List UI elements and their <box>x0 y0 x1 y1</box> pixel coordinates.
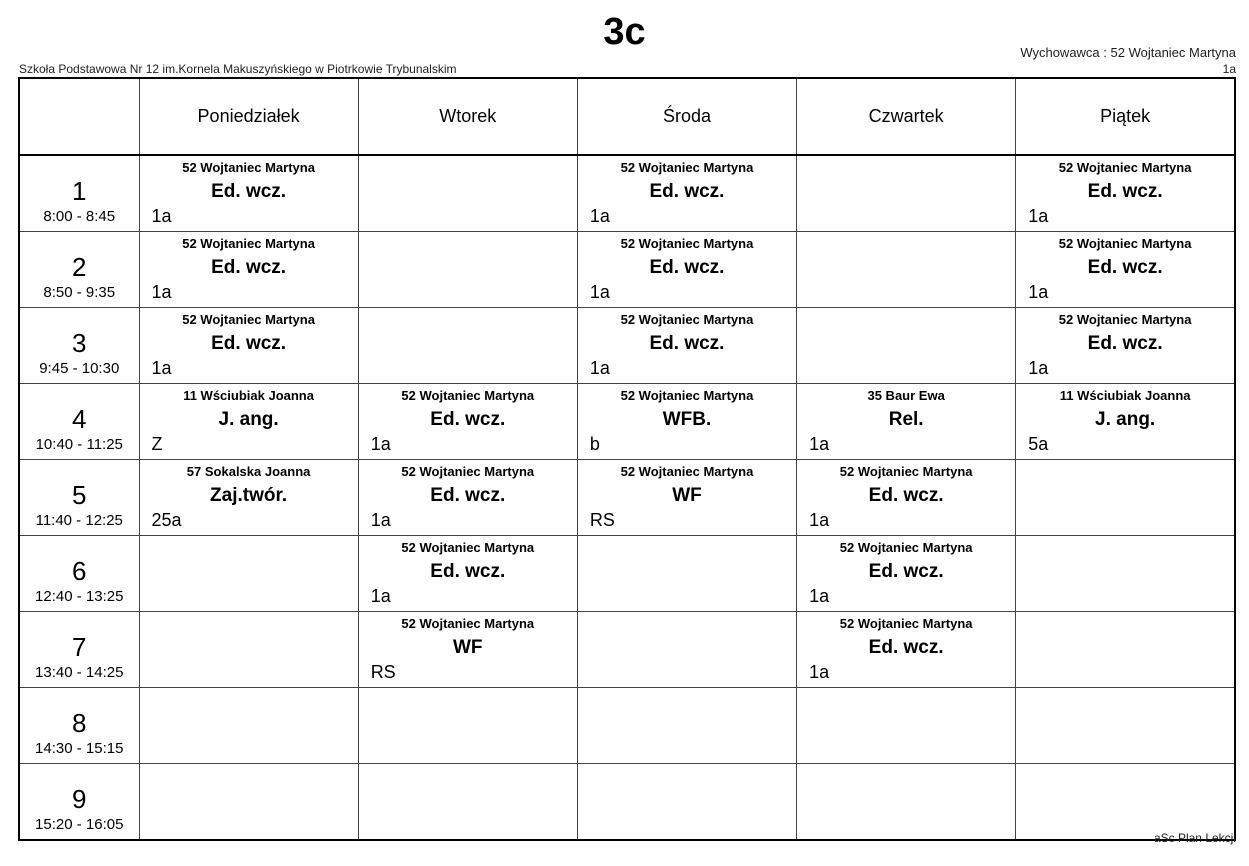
period-number: 8 <box>72 708 87 738</box>
school-name: Szkoła Podstawowa Nr 12 im.Kornela Makuszyńskiego w Piotrkowie Trybunalskim <box>19 62 457 76</box>
lesson-subject: Ed. wcz. <box>649 333 725 354</box>
lesson-room: 1a <box>1028 282 1049 302</box>
day-header: Środa <box>577 78 796 155</box>
period-row <box>19 308 1235 384</box>
lesson-teacher: 52 Wojtaniec Martyna <box>401 616 535 631</box>
lesson-cell <box>139 232 358 308</box>
lesson-cell <box>139 460 358 536</box>
lesson-room: 1a <box>809 510 830 530</box>
lesson-cell <box>797 764 1016 841</box>
lesson-cell <box>1016 764 1235 841</box>
day-header-row <box>19 78 1235 155</box>
lesson-room: RS <box>370 662 396 682</box>
lesson-subject: Ed. wcz. <box>649 257 725 278</box>
period-time: 8:50 - 9:35 <box>43 284 116 301</box>
footer-credit: aSc Plan Lekcji <box>1153 831 1236 845</box>
lesson-cell <box>797 232 1016 308</box>
period-row <box>19 612 1235 688</box>
lesson-cell <box>358 536 577 612</box>
lesson-cell <box>797 155 1016 232</box>
lesson-cell <box>1016 460 1235 536</box>
lesson-subject: Ed. wcz. <box>868 637 944 658</box>
period-cell <box>19 232 139 308</box>
lesson-room: 1a <box>809 434 830 454</box>
period-cell <box>19 764 139 841</box>
lesson-cell <box>577 764 796 841</box>
period-number: 1 <box>72 176 87 206</box>
lesson-cell <box>1016 536 1235 612</box>
class-tutor: Wychowawca : 52 Wojtaniec Martyna <box>1020 45 1236 60</box>
lesson-cell <box>797 308 1016 384</box>
period-time: 9:45 - 10:30 <box>39 360 120 377</box>
lesson-cell <box>797 688 1016 764</box>
lesson-room: 25a <box>151 510 182 530</box>
lesson-room: 1a <box>370 510 391 530</box>
lesson-teacher: 52 Wojtaniec Martyna <box>401 540 535 555</box>
period-cell <box>19 155 139 232</box>
lesson-subject: Ed. wcz. <box>430 561 506 582</box>
period-cell <box>19 612 139 688</box>
lesson-cell <box>797 612 1016 688</box>
period-time: 12:40 - 13:25 <box>35 588 124 605</box>
lesson-subject: Ed. wcz. <box>868 485 944 506</box>
lesson-cell <box>577 688 796 764</box>
lesson-room: 1a <box>589 282 610 302</box>
lesson-room: 1a <box>370 586 391 606</box>
lesson-cell <box>797 384 1016 460</box>
lesson-teacher: 52 Wojtaniec Martyna <box>401 464 535 479</box>
lesson-room: 1a <box>370 434 391 454</box>
period-time: 14:30 - 15:15 <box>35 740 124 757</box>
lesson-subject: J. ang. <box>1095 409 1156 430</box>
lesson-cell <box>1016 155 1235 232</box>
lesson-subject: Ed. wcz. <box>430 485 506 506</box>
class-title: 3c <box>603 11 646 53</box>
lesson-room: 1a <box>809 662 830 682</box>
day-header: Piątek <box>1016 78 1235 155</box>
lesson-teacher: 52 Wojtaniec Martyna <box>620 312 754 327</box>
lesson-subject: Ed. wcz. <box>1087 333 1163 354</box>
lesson-cell <box>577 460 796 536</box>
lesson-subject: J. ang. <box>218 409 279 430</box>
period-row <box>19 155 1235 232</box>
period-number: 6 <box>72 556 87 586</box>
lesson-teacher: 52 Wojtaniec Martyna <box>620 464 754 479</box>
lesson-room: 1a <box>1028 358 1049 378</box>
lesson-subject: Ed. wcz. <box>211 181 287 202</box>
lesson-room: 1a <box>809 586 830 606</box>
lesson-room: 1a <box>1028 206 1049 226</box>
lesson-teacher: 57 Sokalska Joanna <box>186 464 311 479</box>
lesson-cell <box>577 536 796 612</box>
period-number: 7 <box>72 632 87 662</box>
lesson-subject: Ed. wcz. <box>211 333 287 354</box>
lesson-cell <box>577 232 796 308</box>
lesson-subject: WF <box>453 637 483 658</box>
lesson-cell <box>577 384 796 460</box>
lesson-cell <box>797 536 1016 612</box>
period-row <box>19 536 1235 612</box>
lesson-room: 1a <box>151 282 172 302</box>
lesson-teacher: 52 Wojtaniec Martyna <box>401 388 535 403</box>
lesson-teacher: 52 Wojtaniec Martyna <box>1058 236 1192 251</box>
period-row <box>19 764 1235 841</box>
lesson-cell <box>577 308 796 384</box>
period-number: 3 <box>72 328 87 358</box>
lesson-teacher: 52 Wojtaniec Martyna <box>620 388 754 403</box>
period-cell <box>19 460 139 536</box>
lesson-cell <box>358 764 577 841</box>
lesson-teacher: 52 Wojtaniec Martyna <box>839 540 973 555</box>
corner-cell <box>19 78 139 155</box>
day-header: Poniedziałek <box>139 78 358 155</box>
lesson-cell <box>139 764 358 841</box>
lesson-cell <box>577 612 796 688</box>
lesson-teacher: 52 Wojtaniec Martyna <box>620 236 754 251</box>
lesson-cell <box>358 612 577 688</box>
lesson-teacher: 52 Wojtaniec Martyna <box>839 616 973 631</box>
lesson-cell <box>139 612 358 688</box>
lesson-cell <box>139 536 358 612</box>
lesson-room: RS <box>589 510 615 530</box>
period-cell <box>19 688 139 764</box>
lesson-subject: WF <box>672 485 702 506</box>
lesson-cell <box>1016 308 1235 384</box>
period-number: 4 <box>72 404 87 434</box>
lesson-cell <box>358 232 577 308</box>
period-row <box>19 384 1235 460</box>
lesson-cell <box>358 460 577 536</box>
lesson-subject: Zaj.twór. <box>210 485 288 506</box>
lesson-room: 1a <box>589 206 610 226</box>
period-cell <box>19 536 139 612</box>
period-number: 2 <box>72 252 87 282</box>
lesson-teacher: 52 Wojtaniec Martyna <box>182 312 315 327</box>
lesson-cell <box>139 384 358 460</box>
lesson-teacher: 35 Baur Ewa <box>867 388 945 403</box>
period-cell <box>19 384 139 460</box>
lesson-room: 1a <box>151 206 172 226</box>
lesson-teacher: 11 Wściubiak Joanna <box>1059 388 1191 403</box>
lesson-teacher: 52 Wojtaniec Martyna <box>1058 312 1192 327</box>
period-time: 11:40 - 12:25 <box>35 512 123 529</box>
lesson-cell <box>797 460 1016 536</box>
lesson-teacher: 52 Wojtaniec Martyna <box>182 160 315 175</box>
lesson-subject: Ed. wcz. <box>430 409 506 430</box>
period-time: 13:40 - 14:25 <box>35 664 124 681</box>
lesson-room: 1a <box>151 358 172 378</box>
class-tutor-room: 1a <box>1222 62 1236 76</box>
lesson-teacher: 52 Wojtaniec Martyna <box>182 236 315 251</box>
period-row <box>19 232 1235 308</box>
lesson-subject: Ed. wcz. <box>649 181 725 202</box>
lesson-subject: Ed. wcz. <box>868 561 944 582</box>
lesson-room: 5a <box>1028 434 1049 454</box>
lesson-cell <box>358 384 577 460</box>
period-cell <box>19 308 139 384</box>
lesson-cell <box>1016 232 1235 308</box>
period-number: 9 <box>72 784 87 814</box>
lesson-room: b <box>589 434 600 454</box>
period-time: 10:40 - 11:25 <box>35 436 123 453</box>
lesson-cell <box>358 308 577 384</box>
lesson-teacher: 52 Wojtaniec Martyna <box>839 464 973 479</box>
period-row <box>19 460 1235 536</box>
day-header: Czwartek <box>797 78 1016 155</box>
lesson-cell <box>139 155 358 232</box>
lesson-room: Z <box>151 434 163 454</box>
period-time: 15:20 - 16:05 <box>35 816 124 833</box>
lesson-cell <box>139 688 358 764</box>
lesson-cell <box>139 308 358 384</box>
lesson-subject: Ed. wcz. <box>211 257 287 278</box>
timetable <box>18 77 1236 841</box>
lesson-teacher: 52 Wojtaniec Martyna <box>1058 160 1192 175</box>
period-row <box>19 688 1235 764</box>
lesson-cell <box>358 688 577 764</box>
lesson-cell <box>1016 384 1235 460</box>
period-time: 8:00 - 8:45 <box>43 208 116 225</box>
lesson-cell <box>1016 688 1235 764</box>
lesson-cell <box>1016 612 1235 688</box>
lesson-room: 1a <box>589 358 610 378</box>
lesson-subject: Ed. wcz. <box>1087 181 1163 202</box>
lesson-cell <box>577 155 796 232</box>
lesson-teacher: 52 Wojtaniec Martyna <box>620 160 754 175</box>
lesson-teacher: 11 Wściubiak Joanna <box>183 388 314 403</box>
day-header: Wtorek <box>358 78 577 155</box>
lesson-subject: WFB. <box>662 409 712 430</box>
lesson-subject: Rel. <box>888 409 924 430</box>
lesson-subject: Ed. wcz. <box>1087 257 1163 278</box>
lesson-cell <box>358 155 577 232</box>
period-number: 5 <box>72 480 87 510</box>
